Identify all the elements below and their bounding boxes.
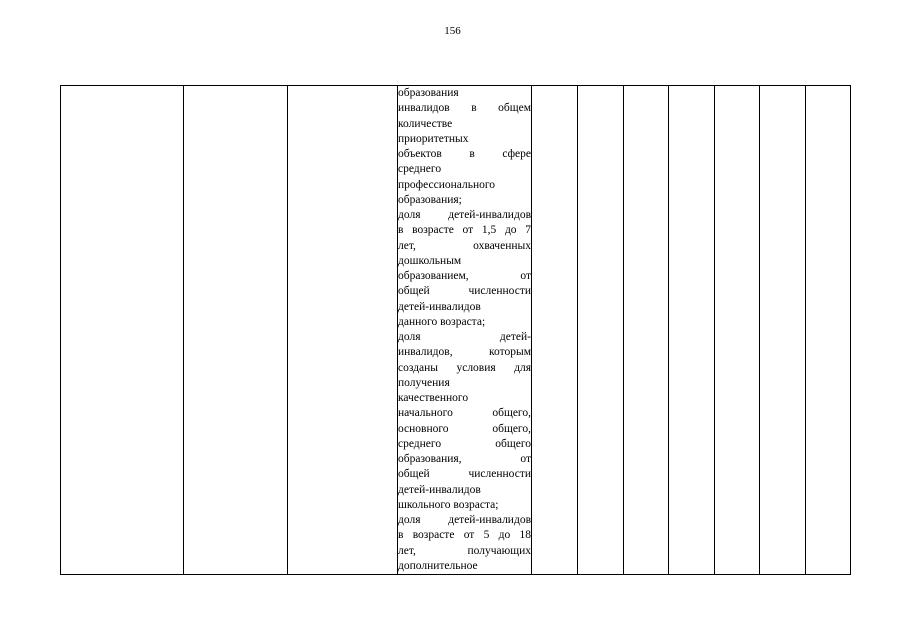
text-line: инвалидов, которым bbox=[398, 346, 531, 359]
text-line: основного общего, bbox=[398, 422, 531, 435]
text-line: образования; bbox=[398, 193, 462, 206]
table-cell-col10 bbox=[760, 86, 806, 575]
text-line: качественного bbox=[398, 392, 469, 404]
text-line: объектов в сфере bbox=[398, 148, 531, 160]
text-line: общей численности bbox=[398, 468, 531, 481]
text-line: среднего bbox=[398, 163, 442, 176]
text-line: в возрасте от 1,5 до 7 bbox=[398, 224, 531, 237]
text-line: получения bbox=[398, 376, 450, 389]
text-line: лет, охваченных bbox=[398, 239, 531, 252]
text-line: начального общего, bbox=[398, 407, 531, 420]
table-cell-col2 bbox=[184, 86, 288, 575]
table-cell-col7 bbox=[624, 86, 669, 575]
indicator-text bbox=[398, 86, 531, 574]
text-line: созданы условия для bbox=[398, 361, 531, 374]
text-line: данного возраста; bbox=[398, 315, 486, 328]
table-cell-col6 bbox=[578, 86, 624, 575]
text-line: школьного возраста; bbox=[398, 498, 499, 511]
text-line: общей численности bbox=[398, 285, 531, 298]
text-line: доля детей-инвалидов bbox=[398, 209, 531, 221]
text-line: дополнительное bbox=[398, 559, 478, 572]
table-cell-col5 bbox=[532, 86, 578, 575]
page-number: 156 bbox=[444, 25, 461, 37]
text-line: образования bbox=[398, 87, 459, 99]
text-line: количестве bbox=[398, 117, 453, 130]
table-cell-col3 bbox=[288, 86, 398, 575]
text-line: приоритетных bbox=[398, 132, 469, 145]
text-line: доля детей- bbox=[398, 331, 531, 343]
table-row bbox=[61, 86, 851, 575]
document-table bbox=[60, 85, 851, 575]
text-line: дошкольным bbox=[398, 254, 462, 267]
text-line: лет, получающих bbox=[398, 544, 531, 557]
text-line: в возрасте от 5 до 18 bbox=[398, 529, 531, 542]
text-line: инвалидов в общем bbox=[398, 102, 531, 115]
text-line: доля детей-инвалидов bbox=[398, 514, 531, 526]
text-line: профессионального bbox=[398, 178, 496, 191]
table-cell-col1 bbox=[61, 86, 184, 575]
table-cell-col11 bbox=[806, 86, 851, 575]
text-line: детей-инвалидов bbox=[398, 300, 481, 313]
text-line: образования, от bbox=[398, 453, 531, 465]
text-line: детей-инвалидов bbox=[398, 483, 481, 496]
text-line: образованием, от bbox=[398, 270, 531, 282]
text-line: среднего общего bbox=[398, 437, 531, 450]
table-cell-col9 bbox=[715, 86, 760, 575]
indicator-text-cell bbox=[398, 86, 532, 575]
table-cell-col8 bbox=[669, 86, 715, 575]
